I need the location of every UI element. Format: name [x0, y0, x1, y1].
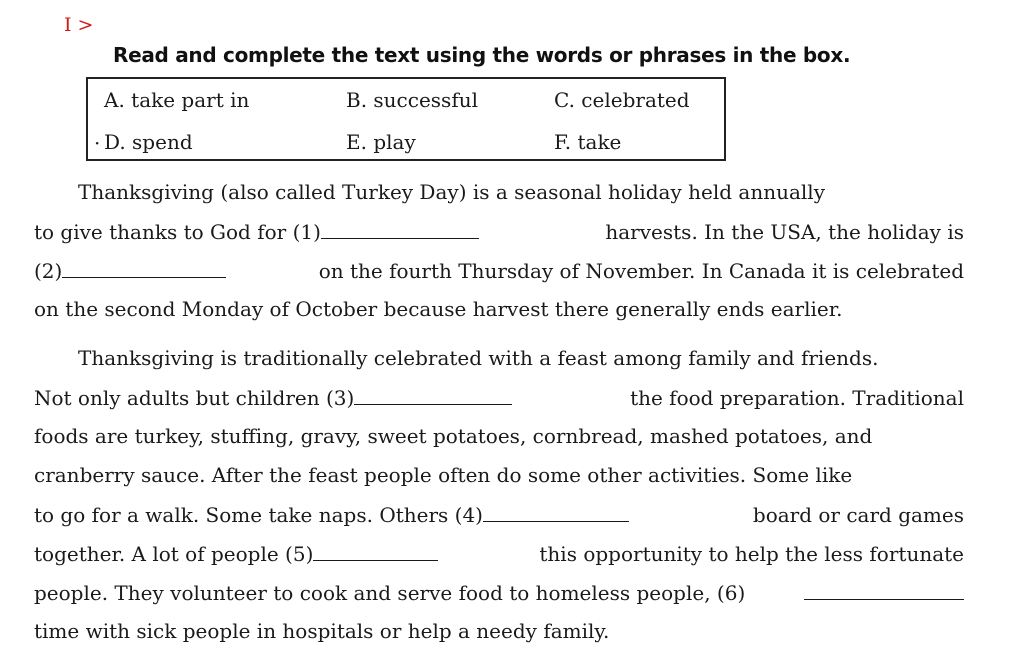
- text-line: [34, 339, 964, 378]
- line-text: on the second Monday of October because harvest there generally ends earlier.: [34, 297, 843, 321]
- blank-2[interactable]: [62, 251, 226, 278]
- line-text: cranberry sauce. After the feast people often do some other activities. Some like: [34, 463, 853, 487]
- instruction-heading: Read and complete the text using the words or phrases in the box.: [113, 43, 851, 67]
- line-text: together. A lot of people (5): [34, 534, 438, 574]
- option-c: C. celebrated: [554, 88, 690, 112]
- blank-3[interactable]: [354, 378, 512, 405]
- text-line: [34, 378, 964, 417]
- section-marker: I >: [64, 14, 94, 36]
- option-a: A. take part in: [104, 88, 250, 112]
- paragraph-2: [34, 339, 964, 651]
- line-text: to go for a walk. Some take naps. Others (4): [34, 495, 629, 535]
- text-line: [34, 417, 964, 456]
- line-text: Thanksgiving (also called Turkey Day) is a seasonal holiday held annually: [78, 180, 825, 204]
- blank-5[interactable]: [313, 534, 438, 561]
- text-line: [34, 534, 964, 573]
- line-text: (2): [34, 251, 226, 291]
- line-text: on the fourth Thursday of November. In Canada it is celebrated: [318, 259, 964, 283]
- line-text: people. They volunteer to cook and serve food to homeless people, (6): [34, 581, 746, 605]
- text-line: [34, 290, 964, 329]
- line-text: Not only adults but children (3): [34, 378, 512, 418]
- stray-dot: ·: [94, 131, 101, 155]
- line-text: board or card games: [752, 503, 964, 527]
- line-text: the food preparation. Traditional: [630, 386, 964, 410]
- line-text: this opportunity to help the less fortunate: [539, 542, 964, 566]
- blank-6[interactable]: [804, 573, 964, 600]
- option-d: D. spend: [104, 130, 193, 154]
- text-line: [34, 173, 964, 212]
- text-line: [34, 495, 964, 534]
- text-line: [34, 212, 964, 251]
- blank-4[interactable]: [483, 495, 629, 522]
- option-f: F. take: [554, 130, 622, 154]
- line-text: time with sick people in hospitals or help a needy family.: [34, 619, 610, 643]
- text-line: [34, 251, 964, 290]
- text-line: [34, 612, 964, 651]
- line-text: foods are turkey, stuffing, gravy, sweet potatoes, cornbread, mashed potatoes, and: [34, 424, 873, 448]
- blank-1[interactable]: [321, 212, 479, 239]
- line-text: harvests. In the USA, the holiday is: [605, 220, 964, 244]
- line-text: Thanksgiving is traditionally celebrated with a feast among family and friends.: [78, 346, 879, 370]
- text-line: [34, 456, 964, 495]
- text-line: [34, 573, 964, 612]
- option-e: E. play: [346, 130, 416, 154]
- option-b: B. successful: [346, 88, 479, 112]
- paragraph-1: [34, 173, 964, 329]
- word-box: [86, 77, 726, 161]
- line-text: to give thanks to God for (1): [34, 212, 479, 252]
